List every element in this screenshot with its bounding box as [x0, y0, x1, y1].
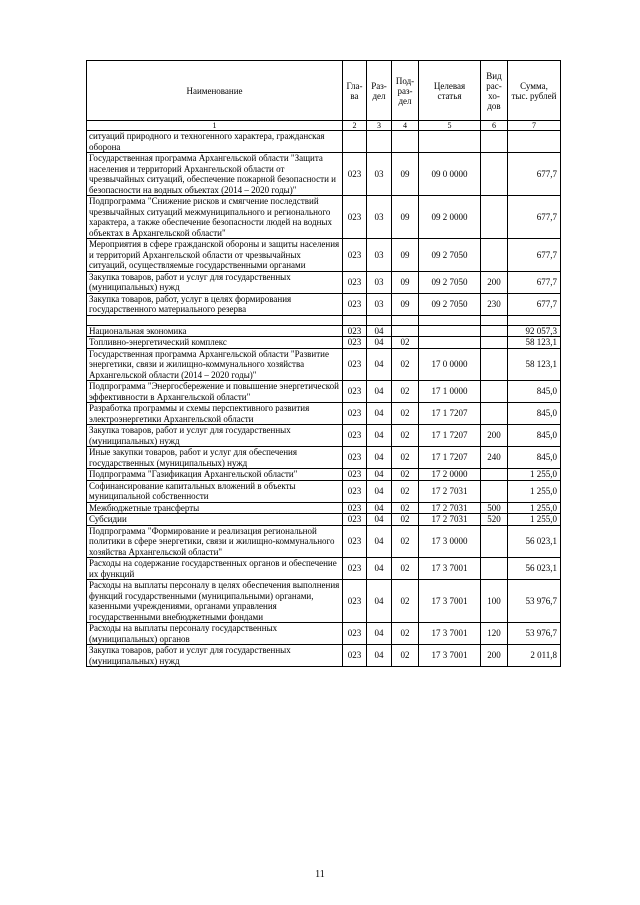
expense-type-cell	[481, 337, 508, 349]
expense-type-cell: 200	[481, 645, 508, 667]
table-row	[87, 153, 561, 196]
chapter-cell: 023	[343, 293, 367, 315]
sum-cell: 56 023,1	[508, 525, 561, 558]
column-number: 4	[392, 121, 419, 131]
subsection-cell: 02	[392, 447, 419, 469]
expense-type-cell: 200	[481, 271, 508, 293]
table-row	[87, 480, 561, 502]
expense-type-cell: 520	[481, 514, 508, 526]
row-name-cell: Подпрограмма "Формирование и реализация региональной политики в сфере энергетики, связи и жилищно-коммунального хозяйства Архангельской области"	[87, 525, 343, 558]
section-cell: 04	[367, 580, 392, 623]
row-name-cell: Подпрограмма "Газификация Архангельской области"	[87, 469, 343, 481]
section-cell: 04	[367, 337, 392, 349]
table-row	[87, 403, 561, 425]
chapter-cell: 023	[343, 403, 367, 425]
table-row	[87, 196, 561, 239]
row-name-cell	[87, 315, 343, 325]
expense-type-cell: 230	[481, 293, 508, 315]
spacer-row	[87, 315, 561, 325]
sum-cell: 845,0	[508, 447, 561, 469]
table-row	[87, 558, 561, 580]
expense-type-cell	[481, 196, 508, 239]
sum-cell	[508, 315, 561, 325]
expense-type-cell: 120	[481, 623, 508, 645]
chapter-cell: 023	[343, 239, 367, 272]
table-row	[87, 131, 561, 153]
table-row	[87, 447, 561, 469]
subsection-cell: 02	[392, 469, 419, 481]
target-article-cell: 17 3 7001	[419, 558, 481, 580]
header-chapter: Гла- ва	[343, 61, 367, 121]
subsection-cell: 02	[392, 381, 419, 403]
section-cell: 04	[367, 381, 392, 403]
table-row	[87, 271, 561, 293]
column-number: 2	[343, 121, 367, 131]
subsection-cell: 09	[392, 153, 419, 196]
header-name: Наименование	[87, 61, 343, 121]
sum-cell: 677,7	[508, 293, 561, 315]
subsection-cell: 02	[392, 403, 419, 425]
chapter-cell: 023	[343, 623, 367, 645]
section-cell: 03	[367, 271, 392, 293]
target-article-cell	[419, 325, 481, 337]
row-name-cell: Топливно-энергетический комплекс	[87, 337, 343, 349]
table-row	[87, 469, 561, 481]
subsection-cell: 02	[392, 514, 419, 526]
section-cell: 04	[367, 502, 392, 514]
sum-cell: 56 023,1	[508, 558, 561, 580]
target-article-cell	[419, 131, 481, 153]
chapter-cell: 023	[343, 525, 367, 558]
sum-cell: 1 255,0	[508, 480, 561, 502]
subsection-cell: 02	[392, 580, 419, 623]
sum-cell: 677,7	[508, 239, 561, 272]
expense-type-cell	[481, 381, 508, 403]
subsection-cell: 09	[392, 271, 419, 293]
expense-type-cell	[481, 558, 508, 580]
table-row	[87, 293, 561, 315]
target-article-cell: 17 1 7207	[419, 403, 481, 425]
table-row	[87, 239, 561, 272]
target-article-cell: 09 2 7050	[419, 293, 481, 315]
subsection-cell: 02	[392, 337, 419, 349]
chapter-cell: 023	[343, 196, 367, 239]
row-name-cell: Закупка товаров, работ и услуг для государственных (муниципальных) нужд	[87, 425, 343, 447]
sum-cell	[508, 131, 561, 153]
chapter-cell: 023	[343, 381, 367, 403]
header-sum: Сумма, тыс. рублей	[508, 61, 561, 121]
header-subsection: Под- раз- дел	[392, 61, 419, 121]
chapter-cell: 023	[343, 469, 367, 481]
subsection-cell: 02	[392, 348, 419, 381]
section-cell: 03	[367, 293, 392, 315]
header-row	[87, 61, 561, 121]
target-article-cell: 17 2 7031	[419, 502, 481, 514]
table-row	[87, 348, 561, 381]
section-cell: 03	[367, 196, 392, 239]
section-cell: 04	[367, 558, 392, 580]
row-name-cell: Расходы на содержание государственных органов и обеспечение их функций	[87, 558, 343, 580]
row-name-cell: Национальная экономика	[87, 325, 343, 337]
row-name-cell: Подпрограмма "Снижение рисков и смягчение последствий чрезвычайных ситуаций межмуниципального и регионального характера, а также обеспечение безопасности людей на водных объектах в Архангельской области"	[87, 196, 343, 239]
table-row	[87, 645, 561, 667]
row-name-cell: Расходы на выплаты персоналу в целях обеспечения выполнения функций государственными (муниципальными) органами, казенными учреждениями, органами управления государственными внебюджетными фондами	[87, 580, 343, 623]
budget-table	[86, 60, 561, 667]
section-cell: 04	[367, 403, 392, 425]
target-article-cell: 17 3 7001	[419, 623, 481, 645]
sum-cell: 1 255,0	[508, 469, 561, 481]
table-body	[87, 131, 561, 667]
sum-cell: 53 976,7	[508, 623, 561, 645]
row-name-cell: Закупка товаров, работ и услуг для государственных (муниципальных) нужд	[87, 271, 343, 293]
table-row	[87, 381, 561, 403]
section-cell: 04	[367, 348, 392, 381]
table-row	[87, 580, 561, 623]
target-article-cell: 09 2 7050	[419, 271, 481, 293]
target-article-cell: 17 0 0000	[419, 348, 481, 381]
table-row	[87, 514, 561, 526]
chapter-cell: 023	[343, 271, 367, 293]
subsection-cell	[392, 325, 419, 337]
expense-type-cell	[481, 325, 508, 337]
target-article-cell	[419, 315, 481, 325]
expense-type-cell	[481, 403, 508, 425]
subsection-cell	[392, 131, 419, 153]
chapter-cell: 023	[343, 337, 367, 349]
chapter-cell: 023	[343, 558, 367, 580]
section-cell	[367, 131, 392, 153]
expense-type-cell: 500	[481, 502, 508, 514]
subsection-cell: 02	[392, 623, 419, 645]
sum-cell: 58 123,1	[508, 337, 561, 349]
section-cell: 04	[367, 425, 392, 447]
column-number: 1	[87, 121, 343, 131]
sum-cell: 1 255,0	[508, 502, 561, 514]
table-row	[87, 425, 561, 447]
section-cell: 03	[367, 239, 392, 272]
chapter-cell: 023	[343, 447, 367, 469]
target-article-cell: 17 2 7031	[419, 480, 481, 502]
target-article-cell: 17 3 0000	[419, 525, 481, 558]
row-name-cell: ситуаций природного и техногенного характера, гражданская оборона	[87, 131, 343, 153]
expense-type-cell	[481, 469, 508, 481]
sum-cell: 677,7	[508, 153, 561, 196]
sum-cell: 845,0	[508, 425, 561, 447]
subsection-cell: 02	[392, 480, 419, 502]
page-number: 11	[315, 869, 325, 880]
section-cell: 04	[367, 325, 392, 337]
sum-cell: 2 011,8	[508, 645, 561, 667]
row-name-cell: Подпрограмма "Энергосбережение и повышение энергетической эффективности в Архангельской области"	[87, 381, 343, 403]
section-cell: 03	[367, 153, 392, 196]
chapter-cell: 023	[343, 645, 367, 667]
expense-type-cell	[481, 525, 508, 558]
row-name-cell: Иные закупки товаров, работ и услуг для обеспечения государственных (муниципальных) нужд	[87, 447, 343, 469]
column-number: 3	[367, 121, 392, 131]
header-section: Раз- дел	[367, 61, 392, 121]
expense-type-cell: 100	[481, 580, 508, 623]
section-cell: 04	[367, 514, 392, 526]
subsection-cell: 02	[392, 425, 419, 447]
row-name-cell: Межбюджетные трансферты	[87, 502, 343, 514]
section-cell	[367, 315, 392, 325]
expense-type-cell	[481, 131, 508, 153]
section-cell: 04	[367, 480, 392, 502]
subsection-cell	[392, 315, 419, 325]
row-name-cell: Субсидии	[87, 514, 343, 526]
target-article-cell: 17 2 0000	[419, 469, 481, 481]
row-name-cell: Государственная программа Архангельской области "Защита населения и территорий Архангельской области от чрезвычайных ситуаций, обеспечение пожарной безопасности и безопасности на водных объектах (2014 – 2020 годы)"	[87, 153, 343, 196]
subsection-cell: 02	[392, 502, 419, 514]
chapter-cell	[343, 131, 367, 153]
table-row	[87, 502, 561, 514]
column-number-row	[87, 121, 561, 131]
subsection-cell: 09	[392, 196, 419, 239]
sum-cell: 677,7	[508, 271, 561, 293]
chapter-cell: 023	[343, 348, 367, 381]
chapter-cell: 023	[343, 480, 367, 502]
section-cell: 04	[367, 525, 392, 558]
header-expense-type: Вид рас- хо- дов	[481, 61, 508, 121]
target-article-cell: 17 3 7001	[419, 580, 481, 623]
target-article-cell	[419, 337, 481, 349]
sum-cell: 58 123,1	[508, 348, 561, 381]
chapter-cell: 023	[343, 580, 367, 623]
sum-cell: 92 057,3	[508, 325, 561, 337]
expense-type-cell	[481, 348, 508, 381]
section-cell: 04	[367, 469, 392, 481]
section-cell: 04	[367, 447, 392, 469]
target-article-cell: 17 1 7207	[419, 447, 481, 469]
chapter-cell: 023	[343, 325, 367, 337]
row-name-cell: Разработка программы и схемы перспективного развития электроэнергетики Архангельской области	[87, 403, 343, 425]
target-article-cell: 17 3 7001	[419, 645, 481, 667]
column-number: 6	[481, 121, 508, 131]
section-cell: 04	[367, 645, 392, 667]
target-article-cell: 09 0 0000	[419, 153, 481, 196]
table-row	[87, 525, 561, 558]
table-row	[87, 623, 561, 645]
table-row	[87, 325, 561, 337]
sum-cell: 1 255,0	[508, 514, 561, 526]
row-name-cell: Закупка товаров, работ, услуг в целях формирования государственного материального резерва	[87, 293, 343, 315]
subsection-cell: 02	[392, 558, 419, 580]
expense-type-cell	[481, 153, 508, 196]
budget-table-container	[86, 60, 560, 667]
expense-type-cell: 200	[481, 425, 508, 447]
sum-cell: 845,0	[508, 403, 561, 425]
header-target: Целевая статья	[419, 61, 481, 121]
row-name-cell: Государственная программа Архангельской области "Развитие энергетики, связи и жилищно-коммунального хозяйства Архангельской области (2014 – 2020 годы)"	[87, 348, 343, 381]
sum-cell: 677,7	[508, 196, 561, 239]
column-number: 7	[508, 121, 561, 131]
subsection-cell: 09	[392, 293, 419, 315]
subsection-cell: 02	[392, 645, 419, 667]
target-article-cell: 09 2 0000	[419, 196, 481, 239]
sum-cell: 845,0	[508, 381, 561, 403]
subsection-cell: 09	[392, 239, 419, 272]
row-name-cell: Софинансирование капитальных вложений в объекты муниципальной собственности	[87, 480, 343, 502]
expense-type-cell	[481, 480, 508, 502]
subsection-cell: 02	[392, 525, 419, 558]
sum-cell: 53 976,7	[508, 580, 561, 623]
target-article-cell: 09 2 7050	[419, 239, 481, 272]
chapter-cell: 023	[343, 153, 367, 196]
row-name-cell: Мероприятия в сфере гражданской обороны и защиты населения и территорий Архангельской области от чрезвычайных ситуаций, осуществляемые государственными органами	[87, 239, 343, 272]
target-article-cell: 17 1 7207	[419, 425, 481, 447]
chapter-cell: 023	[343, 514, 367, 526]
row-name-cell: Закупка товаров, работ и услуг для государственных (муниципальных) нужд	[87, 645, 343, 667]
row-name-cell: Расходы на выплаты персоналу государственных (муниципальных) органов	[87, 623, 343, 645]
table-row	[87, 337, 561, 349]
target-article-cell: 17 2 7031	[419, 514, 481, 526]
section-cell: 04	[367, 623, 392, 645]
expense-type-cell: 240	[481, 447, 508, 469]
expense-type-cell	[481, 239, 508, 272]
target-article-cell: 17 1 0000	[419, 381, 481, 403]
chapter-cell	[343, 315, 367, 325]
column-number: 5	[419, 121, 481, 131]
expense-type-cell	[481, 315, 508, 325]
chapter-cell: 023	[343, 502, 367, 514]
chapter-cell: 023	[343, 425, 367, 447]
